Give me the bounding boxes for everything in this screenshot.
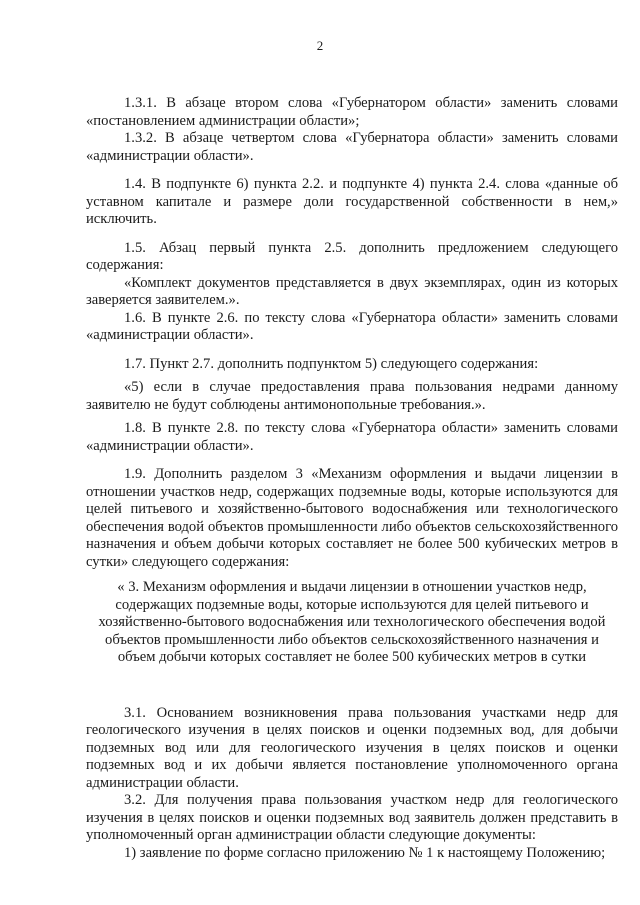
- paragraph-3-1: 3.1. Основанием возникновения права пользования участками недр для геологического изучения в целях поисков и оценки подземных вод, для добычи подземных вод или для геологического изучения в целях поисков и оценки подземных вод и их добычи является постановление уполномоченного органа администрации области.: [86, 704, 618, 791]
- paragraph-1-4: 1.4. В подпункте 6) пункта 2.2. и подпункте 4) пункта 2.4. слова «данные об уставном капитале и размере доли государственной собственности в нем,» исключить.: [86, 176, 618, 227]
- section-heading-line: содержащих подземные воды, которые используются для целей питьевого и: [115, 596, 589, 613]
- paragraph-1-5: 1.5. Абзац первый пункта 2.5. дополнить предложением следующего содержания:: [86, 239, 618, 273]
- section-heading-line: объем добычи которых составляет не более 500 кубических метров в сутки: [117, 649, 587, 665]
- section-heading-line: объектов промышленности либо объектов сельскохозяйственного назначения и: [105, 631, 599, 648]
- section-3-heading: [86, 579, 618, 667]
- paragraph-1-3-2: 1.3.2. В абзаце четвертом слова «Губернатора области» заменить словами «администрации области».: [86, 130, 618, 164]
- paragraph-1-6: 1.6. В пункте 2.6. по тексту слова «Губернатора области» заменить словами «администрации области».: [86, 309, 618, 343]
- paragraph-1-8: 1.8. В пункте 2.8. по тексту слова «Губернатора области» заменить словами «администрации области».: [86, 420, 618, 454]
- paragraph-1-5-quote: «Комплект документов представляется в двух экземплярах, один из которых заверяется заявителем.».: [86, 274, 618, 308]
- paragraph-1-7: 1.7. Пункт 2.7. дополнить подпунктом 5) следующего содержания:: [124, 355, 539, 372]
- document-body: [86, 95, 618, 862]
- page-number: 2: [316, 38, 324, 53]
- paragraph-1-9: 1.9. Дополнить разделом 3 «Механизм оформления и выдачи лицензии в отношении участков недр, содержащих подземные воды, которые используются для целей питьевого и хозяйственно-бытового водоснабжения или технологического обеспечения водой объектов промышленности либо объектов сельскохозяйственного назначения и объем добычи которых составляет не более 500 кубических метров в сутки» следующего содержания:: [86, 466, 618, 570]
- paragraph-3-2-item-1: 1) заявление по форме согласно приложению № 1 к настоящему Положению;: [124, 844, 606, 861]
- paragraph-1-7-quote: «5) если в случае предоставления права пользования недрами данному заявителю не будут соблюдены антимонопольные требования.».: [86, 379, 618, 413]
- section-heading-line: хозяйственно-бытового водоснабжения или технологического обеспечения водой: [98, 614, 606, 630]
- paragraph-1-3-1: 1.3.1. В абзаце втором слова «Губернатором области» заменить словами «постановлением администрации области»;: [86, 95, 618, 129]
- paragraph-3-2: 3.2. Для получения права пользования участком недр для геологического изучения в целях поисков и оценки подземных вод заявитель должен представить в уполномоченный орган администрации области следующие документы:: [86, 792, 618, 843]
- section-heading-line: « 3. Механизм оформления и выдачи лицензии в отношении участков недр,: [117, 579, 587, 595]
